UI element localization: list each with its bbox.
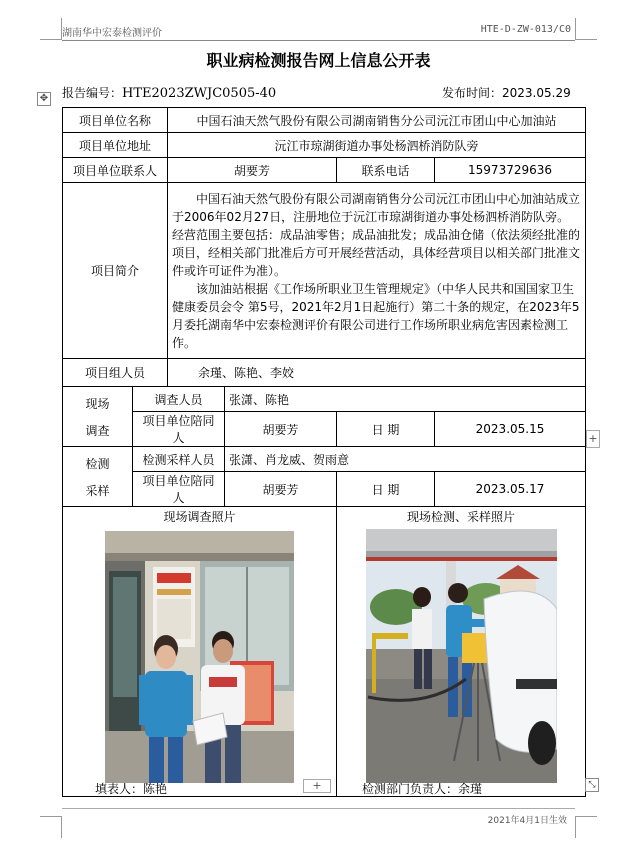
unit-name-label: 项目单位名称 <box>63 108 168 133</box>
filler-signature: 填表人：陈艳 <box>95 782 168 796</box>
sampling-photo-title: 现场检测、采样照片 <box>407 510 516 524</box>
reviewer-signature: 检测部门负责人：余瑾 <box>362 782 483 796</box>
sampling-label-line2: 采样 <box>85 483 110 498</box>
sampling-photo-cell <box>337 507 586 797</box>
crop-mark-tr <box>575 18 597 40</box>
survey-escort-value: 胡要芳 <box>225 412 337 447</box>
crop-mark-bl <box>40 816 62 838</box>
phone-label: 联系电话 <box>337 158 435 183</box>
report-number <box>62 84 276 101</box>
team-value: 余瑾、陈艳、李姣 <box>168 359 586 387</box>
intro-content <box>168 183 586 359</box>
info-table <box>62 107 586 797</box>
team-label: 项目组人员 <box>63 359 168 387</box>
unit-addr-value: 沅江市琼湖街道办事处杨泗桥消防队旁 <box>168 133 586 158</box>
survey-date-value: 2023.05.15 <box>435 412 586 447</box>
page-title: 职业病检测报告网上信息公开表 <box>206 51 431 70</box>
footer-divider <box>62 808 575 809</box>
unit-name-value: 中国石油天然气股份有限公司湖南销售分公司沅江市团山中心加油站 <box>168 108 586 133</box>
report-number-value: HTE2023ZWJC0505-40 <box>122 86 277 101</box>
intro-paragraph-2: 该加油站根据《工作场所职业卫生管理规定》（中华人民共和国国家卫生健康委员会令 第5号，2021年2月1日起施行）第二十条的规定，在2023年5月委托湖南华中宏泰检测评价有限公司进行工作场所职业病危害因素检测工作。 <box>172 281 580 350</box>
survey-photo-title: 现场调查照片 <box>163 510 236 524</box>
intro-label: 项目简介 <box>63 183 168 359</box>
move-handle-icon[interactable]: ✥ <box>37 92 51 106</box>
publish-date-label: 发布时间： <box>442 86 503 100</box>
add-column-plus-icon[interactable]: + <box>303 779 331 793</box>
sampler-value: 张潇、肖龙威、贺雨意 <box>225 447 586 472</box>
effective-date-note: 2021年4月1日生效 <box>487 816 567 826</box>
sampling-photo-image <box>366 529 557 783</box>
publish-date <box>442 84 571 101</box>
add-row-plus-icon[interactable]: + <box>586 430 600 448</box>
publish-date-value: 2023.05.29 <box>502 86 571 100</box>
survey-label <box>63 387 133 447</box>
survey-label-line1: 现场 <box>85 396 110 411</box>
intro-paragraph-1: 中国石油天然气股份有限公司湖南销售分公司沅江市团山中心加油站成立于2006年02月27日，注册地位于沅江市琼湖街道办事处杨泗桥消防队旁。经营范围主要包括：成品油零售；成品油批发；成品油仓储（依法须经批准的项目，经相关部门批准后方可开展经营活动，具体经营项目以相关部门批准文件或许可证件为准）。 <box>172 191 581 278</box>
investigator-value: 张潇、陈艳 <box>225 387 586 412</box>
sampler-label: 检测采样人员 <box>133 447 225 472</box>
header-company: 湖南华中宏泰检测评价 <box>62 28 162 39</box>
header-doc-code: HTE-D-ZW-013/C0 <box>480 24 571 35</box>
contact-value: 胡要芳 <box>168 158 337 183</box>
phone-value: 15973729636 <box>435 158 586 183</box>
contact-label: 项目单位联系人 <box>63 158 168 183</box>
survey-date-label: 日 期 <box>337 412 435 447</box>
survey-photo-cell <box>63 507 337 797</box>
survey-photo <box>105 531 294 783</box>
sampling-label-line1: 检测 <box>85 456 110 471</box>
survey-photo-image <box>105 531 294 783</box>
investigator-label: 调查人员 <box>133 387 225 412</box>
sampling-date-value: 2023.05.17 <box>435 472 586 507</box>
survey-escort-label: 项目单位陪同人 <box>133 412 225 447</box>
unit-addr-label: 项目单位地址 <box>63 133 168 158</box>
report-number-label: 报告编号： <box>62 86 123 100</box>
sampling-escort-value: 胡要芳 <box>225 472 337 507</box>
survey-label-line2: 调查 <box>85 423 110 438</box>
header-divider <box>62 40 575 41</box>
sampling-photo <box>366 529 557 783</box>
resize-handle-icon[interactable]: ⤡ <box>585 778 599 792</box>
sampling-escort-label: 项目单位陪同人 <box>133 472 225 507</box>
crop-mark-tl <box>40 18 62 40</box>
sampling-date-label: 日 期 <box>337 472 435 507</box>
sampling-label <box>63 447 133 507</box>
crop-mark-br <box>575 816 597 838</box>
